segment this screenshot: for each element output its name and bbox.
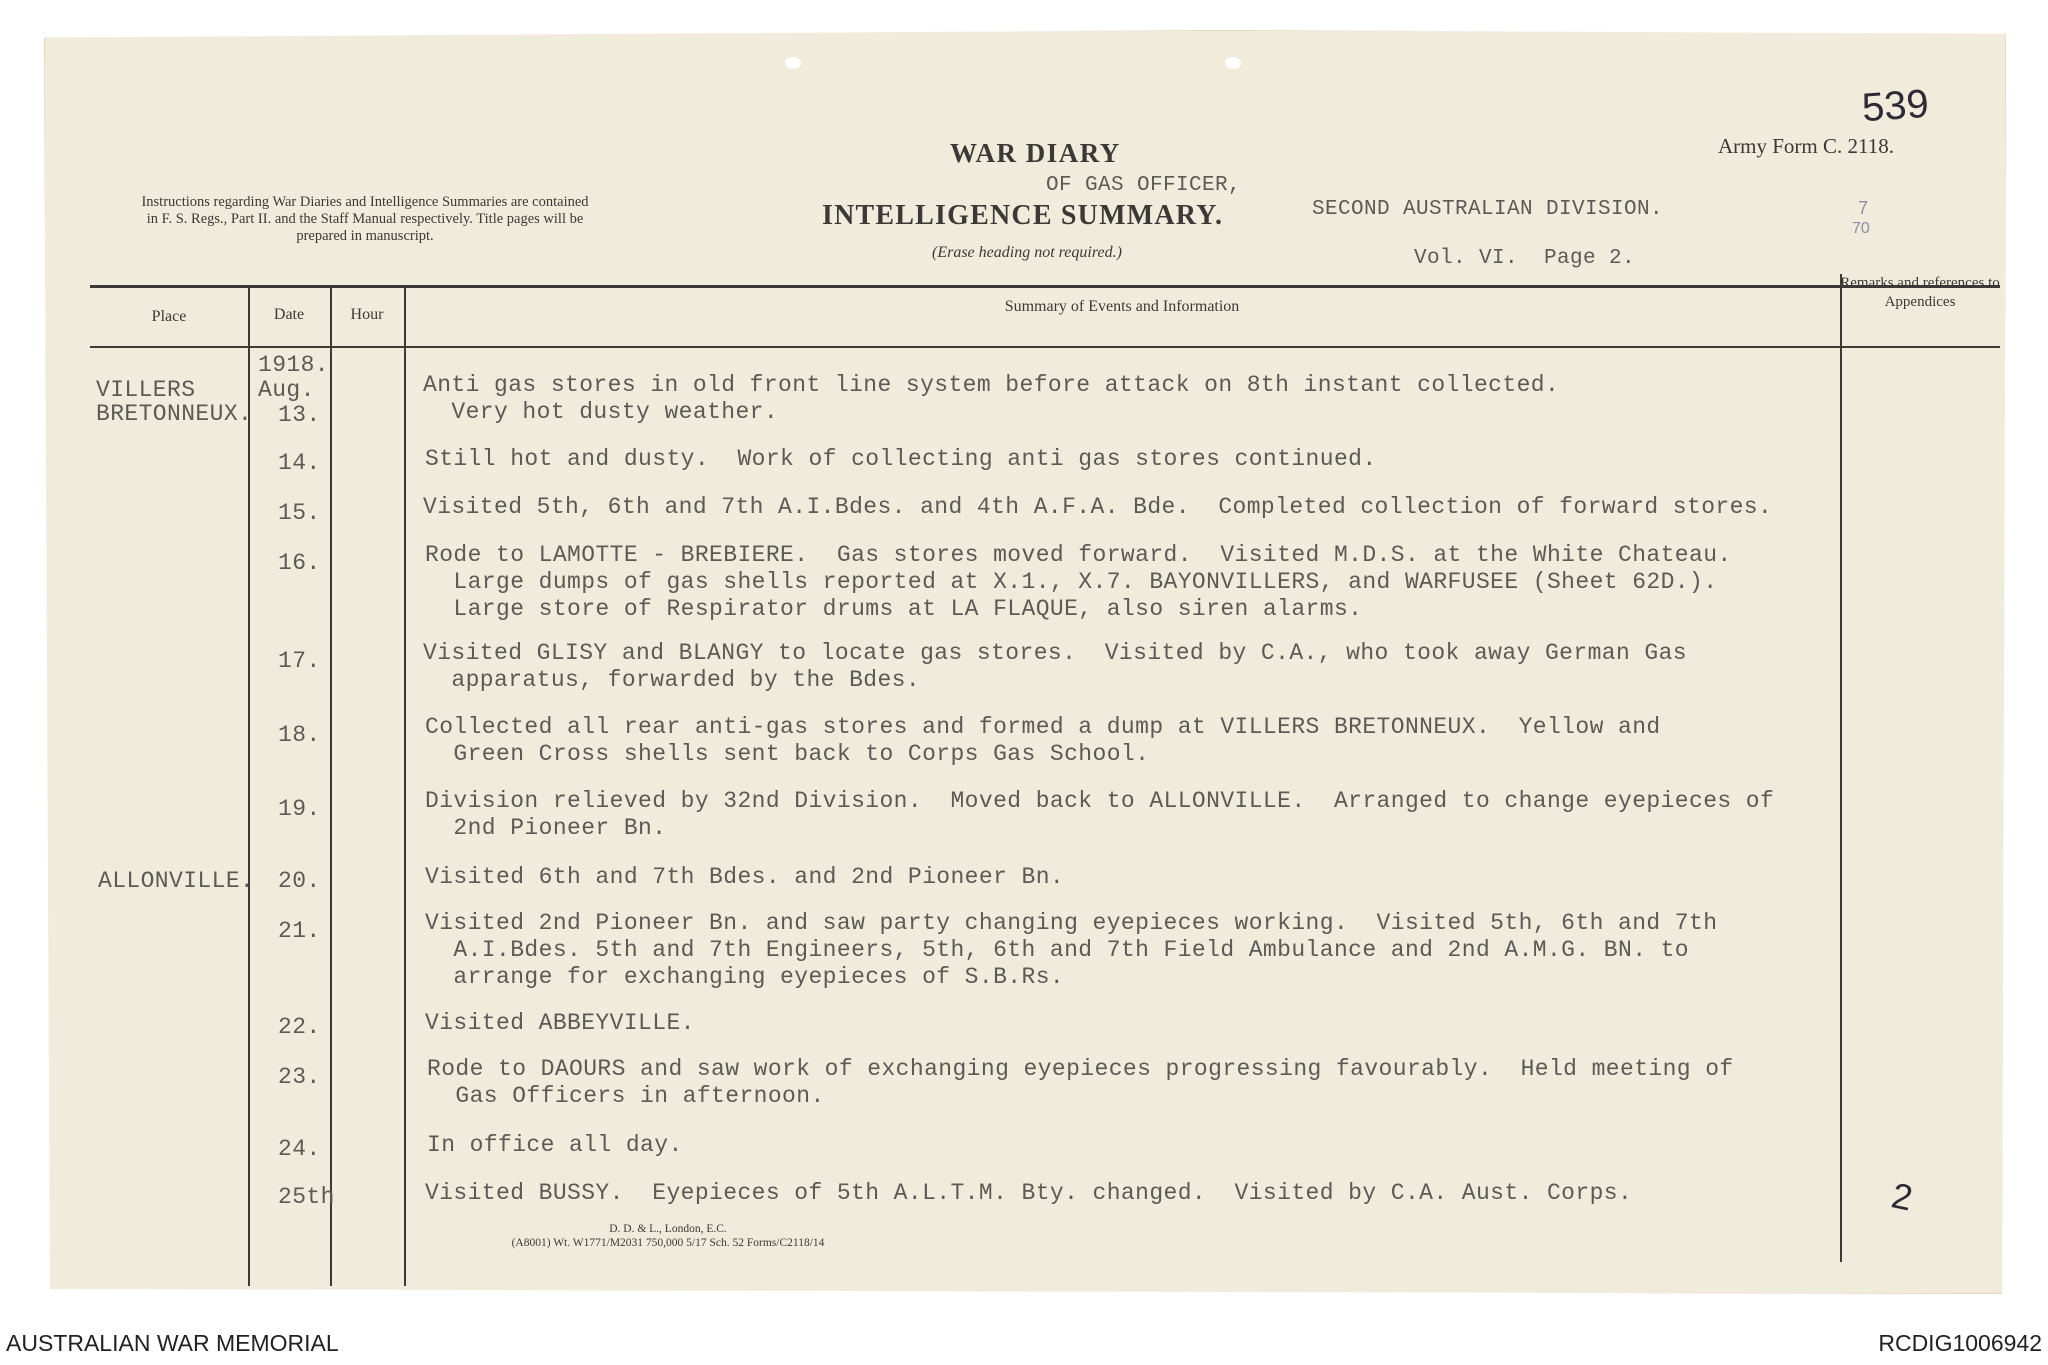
header-place: Place bbox=[151, 308, 187, 325]
printer-line: (A8001) Wt. W1771/M2031 750,000 5/17 Sch. 52 Forms/C2118/14 bbox=[511, 1237, 825, 1249]
year: 1918. bbox=[258, 352, 330, 378]
entry-date: 15. bbox=[278, 500, 321, 526]
entry-date: 25th bbox=[278, 1184, 335, 1210]
entry-text: Collected all rear anti-gas stores and formed a dump at VILLERS BRETONNEUX. Yellow and Green Cross shells sent back to Corps Gas School. bbox=[425, 714, 1661, 767]
punch-hole bbox=[785, 57, 801, 69]
entry-text: Visited GLISY and BLANGY to locate gas stores. Visited by C.A., who took away German Gas apparatus, forwarded by the Bdes. bbox=[423, 640, 1687, 693]
col-divider-date bbox=[330, 286, 332, 1286]
unit-name: SECOND AUSTRALIAN DIVISION. bbox=[1312, 198, 1664, 221]
entry-text: Visited ABBEYVILLE. bbox=[425, 1010, 695, 1036]
handwritten-folio: 539 bbox=[1860, 81, 1931, 131]
entry-date: 17. bbox=[278, 648, 321, 674]
entry-text: Visited BUSSY. Eyepieces of 5th A.L.T.M. Bty. changed. Visited by C.A. Aust. Corps. bbox=[425, 1180, 1633, 1206]
entry-date: 20. bbox=[278, 868, 321, 894]
printer-imprint bbox=[458, 1222, 878, 1250]
handwritten-margin-mark-2: 70 bbox=[1852, 220, 1870, 237]
archive-caption: AUSTRALIAN WAR MEMORIAL bbox=[6, 1330, 339, 1356]
title-gas-officer: OF GAS OFFICER, bbox=[1046, 174, 1242, 197]
header-top-rule bbox=[90, 285, 2000, 288]
month: Aug. bbox=[258, 377, 315, 403]
col-divider-hour bbox=[404, 286, 406, 1286]
instructions-note: Instructions regarding War Diaries and Intelligence Summaries are contained in F. S. Regs., Part II. and the Staff Manual respectively. Title pages will be prepared in manuscript. bbox=[141, 194, 589, 244]
header-date: Date bbox=[273, 306, 305, 323]
entry-date: 24. bbox=[278, 1136, 321, 1162]
entry-date: 16. bbox=[278, 550, 321, 576]
header-remarks: Remarks and references to Appendices bbox=[1840, 275, 2000, 310]
title-war-diary: WAR DIARY bbox=[950, 138, 1121, 168]
entry-date: 22. bbox=[278, 1014, 321, 1040]
col-divider-place bbox=[248, 286, 250, 1286]
handwritten-page-number: 2 bbox=[1888, 1174, 1917, 1219]
header-bottom-rule bbox=[90, 346, 2000, 348]
entry-text: Visited 2nd Pioneer Bn. and saw party changing eyepieces working. Visited 5th, 6th and 7th A.I.Bdes. 5th and 7th Engineers, 5th, 6th and 7th Field Ambulance and 2nd A.M.G. BN. to arrange for exchanging eyepieces of S.B.Rs. bbox=[425, 910, 1718, 990]
punch-hole bbox=[1225, 57, 1241, 69]
entry-text: Division relieved by 32nd Division. Moved back to ALLONVILLE. Arranged to change eyepieces of 2nd Pioneer Bn. bbox=[425, 788, 1775, 841]
entry-date: 18. bbox=[278, 722, 321, 748]
volume-page: Vol. VI. Page 2. bbox=[1414, 247, 1636, 270]
entry-text: Visited 5th, 6th and 7th A.I.Bdes. and 4th A.F.A. Bde. Completed collection of forward stores. bbox=[423, 494, 1773, 520]
entry-text: Still hot and dusty. Work of collecting anti gas stores continued. bbox=[425, 446, 1377, 472]
header-summary: Summary of Events and Information bbox=[1004, 298, 1240, 315]
erase-note: (Erase heading not required.) bbox=[932, 244, 1122, 261]
handwritten-margin-mark: 7 bbox=[1858, 198, 1869, 218]
entry-text: Visited 6th and 7th Bdes. and 2nd Pioneer Bn. bbox=[425, 864, 1065, 890]
archive-identifier: RCDIG1006942 bbox=[1878, 1330, 2042, 1356]
header-hour: Hour bbox=[350, 306, 384, 323]
army-form-number: Army Form C. 2118. bbox=[1718, 134, 1894, 158]
entry-text: Rode to LAMOTTE - BREBIERE. Gas stores moved forward. Visited M.D.S. at the White Chateau. Large dumps of gas shells reported at X.1., X.7. BAYONVILLERS, and WARFUSEE (Sheet 62D.). Large store of Respirator drums at LA FLAQUE, also siren alarms. bbox=[425, 542, 1732, 622]
entry-place: VILLERS BRETONNEUX. bbox=[96, 377, 253, 427]
entry-text: Rode to DAOURS and saw work of exchanging eyepieces progressing favourably. Held meeting of Gas Officers in afternoon. bbox=[427, 1056, 1734, 1109]
entry-date: 21. bbox=[278, 918, 321, 944]
entry-date: 23. bbox=[278, 1064, 321, 1090]
col-divider-remarks bbox=[1840, 274, 1842, 1262]
printer-line: D. D. & L., London, E.C. bbox=[609, 1223, 727, 1235]
entry-date: 13. bbox=[278, 402, 321, 428]
entry-text: In office all day. bbox=[427, 1132, 683, 1158]
entry-place: ALLONVILLE. bbox=[98, 868, 255, 894]
entry-date: 14. bbox=[278, 450, 321, 476]
entry-text: Anti gas stores in old front line system before attack on 8th instant collected. Very hot dusty weather. bbox=[423, 372, 1560, 425]
entry-date: 19. bbox=[278, 796, 321, 822]
title-intelligence-summary: INTELLIGENCE SUMMARY. bbox=[822, 200, 1224, 231]
